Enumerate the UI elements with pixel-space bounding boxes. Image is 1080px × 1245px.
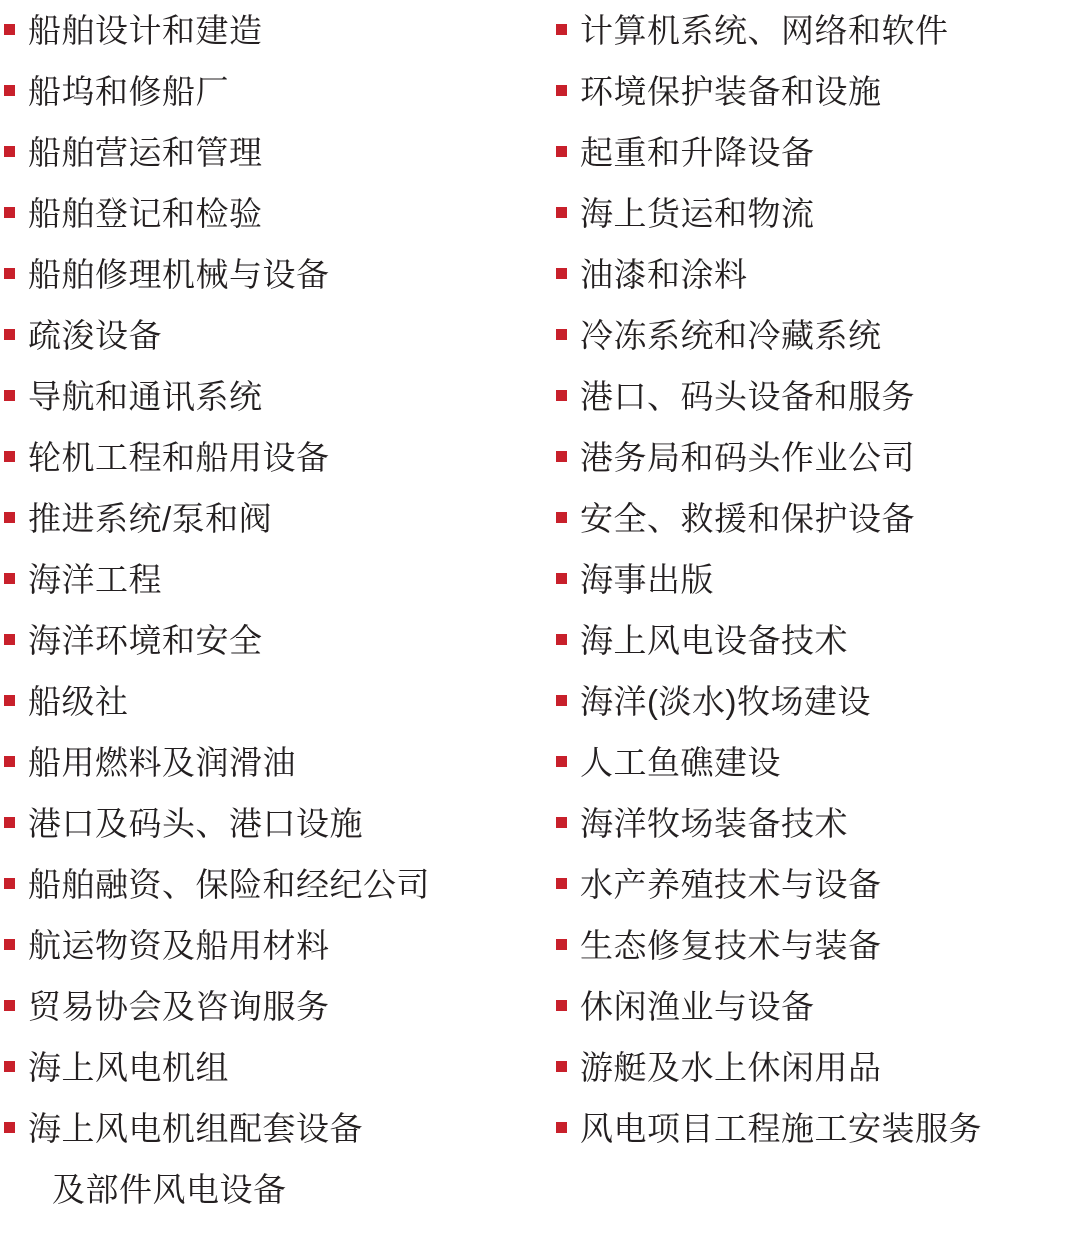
list-item [556,0,1080,61]
list-item-label: 船舶设计和建造 [28,12,263,49]
list-item [4,610,556,671]
square-bullet-icon [556,1000,567,1011]
list-item [556,244,1080,305]
list-item-label: 贸易协会及咨询服务 [28,988,330,1025]
square-bullet-icon [556,695,567,706]
square-bullet-icon [4,1122,15,1133]
list-item [4,122,556,183]
list-item [556,1037,1080,1098]
bullet-spacer [4,1183,15,1194]
square-bullet-icon [556,573,567,584]
list-item-label: 轮机工程和船用设备 [28,439,330,476]
list-item-label: 船舶登记和检验 [28,195,263,232]
list-item-label: 水产养殖技术与设备 [580,866,882,903]
list-item [4,305,556,366]
square-bullet-icon [556,1122,567,1133]
list-item-label: 船舶营运和管理 [28,134,263,171]
list-item-label: 休闲渔业与设备 [580,988,815,1025]
list-item-label: 海洋环境和安全 [28,622,263,659]
list-item [4,1159,556,1220]
list-item [4,732,556,793]
list-item-label: 港口及码头、港口设施 [28,805,363,842]
list-item-label: 环境保护装备和设施 [580,73,882,110]
list-item [556,549,1080,610]
list-item [556,976,1080,1037]
list-item-label: 海洋(淡水)牧场建设 [580,683,871,720]
square-bullet-icon [556,817,567,828]
list-item [4,671,556,732]
list-item [556,366,1080,427]
list-item-label: 及部件风电设备 [52,1171,287,1208]
square-bullet-icon [556,390,567,401]
list-item-label: 船舶修理机械与设备 [28,256,330,293]
square-bullet-icon [4,756,15,767]
list-item [556,610,1080,671]
list-item-label: 船舶融资、保险和经纪公司 [28,866,430,903]
square-bullet-icon [556,451,567,462]
list-item [556,854,1080,915]
square-bullet-icon [4,512,15,523]
square-bullet-icon [4,939,15,950]
square-bullet-icon [556,634,567,645]
list-item-label: 冷冻系统和冷藏系统 [580,317,882,354]
square-bullet-icon [4,1000,15,1011]
list-item-label: 油漆和涂料 [580,256,748,293]
square-bullet-icon [556,1061,567,1072]
list-item-label: 港口、码头设备和服务 [580,378,915,415]
square-bullet-icon [556,146,567,157]
list-item [556,793,1080,854]
square-bullet-icon [4,85,15,96]
square-bullet-icon [556,85,567,96]
list-item [4,366,556,427]
list-item [556,1098,1080,1159]
list-item-label: 人工鱼礁建设 [580,744,781,781]
list-item-label: 港务局和码头作业公司 [580,439,915,476]
list-item [4,183,556,244]
list-item-label: 海洋工程 [28,561,162,598]
square-bullet-icon [556,268,567,279]
list-item [4,915,556,976]
list-item [4,244,556,305]
list-item [556,122,1080,183]
list-item [556,61,1080,122]
list-item-label: 海洋牧场装备技术 [580,805,848,842]
list-item-label: 生态修复技术与装备 [580,927,882,964]
list-item [4,854,556,915]
list-item [4,793,556,854]
list-item [4,1098,556,1159]
list-item [556,488,1080,549]
square-bullet-icon [556,939,567,950]
list-item-label: 海上风电机组 [28,1049,229,1086]
list-item-label: 疏浚设备 [28,317,162,354]
square-bullet-icon [556,512,567,523]
square-bullet-icon [4,817,15,828]
square-bullet-icon [556,878,567,889]
list-item [556,732,1080,793]
square-bullet-icon [4,878,15,889]
square-bullet-icon [556,329,567,340]
square-bullet-icon [4,390,15,401]
list-item-label: 风电项目工程施工安装服务 [580,1110,982,1147]
square-bullet-icon [556,756,567,767]
square-bullet-icon [4,573,15,584]
square-bullet-icon [556,24,567,35]
list-item [4,0,556,61]
square-bullet-icon [4,268,15,279]
list-item-label: 船用燃料及润滑油 [28,744,296,781]
list-item-label: 导航和通讯系统 [28,378,263,415]
square-bullet-icon [4,695,15,706]
list-item-label: 船坞和修船厂 [28,73,229,110]
square-bullet-icon [4,1061,15,1072]
square-bullet-icon [4,146,15,157]
list-item [4,488,556,549]
left-category-list [4,0,556,1220]
list-item [556,427,1080,488]
list-item-label: 海上货运和物流 [580,195,815,232]
square-bullet-icon [4,329,15,340]
list-item [4,549,556,610]
list-item [556,671,1080,732]
square-bullet-icon [4,24,15,35]
list-item [556,305,1080,366]
list-item [556,915,1080,976]
list-item [4,427,556,488]
square-bullet-icon [4,451,15,462]
right-category-list [556,0,1080,1159]
list-item-label: 船级社 [28,683,129,720]
list-item-label: 游艇及水上休闲用品 [580,1049,882,1086]
list-item-label: 推进系统/泵和阀 [28,500,273,537]
square-bullet-icon [4,634,15,645]
list-item [4,1037,556,1098]
square-bullet-icon [4,207,15,218]
list-item-label: 海事出版 [580,561,714,598]
list-item-label: 航运物资及船用材料 [28,927,330,964]
list-item [4,61,556,122]
list-item [4,976,556,1037]
square-bullet-icon [556,207,567,218]
list-item-label: 安全、救援和保护设备 [580,500,915,537]
list-item-label: 海上风电机组配套设备 [28,1110,363,1147]
list-item-label: 海上风电设备技术 [580,622,848,659]
list-item-label: 起重和升降设备 [580,134,815,171]
list-item [556,183,1080,244]
list-item-label: 计算机系统、网络和软件 [580,12,949,49]
right-column [556,0,1080,1159]
